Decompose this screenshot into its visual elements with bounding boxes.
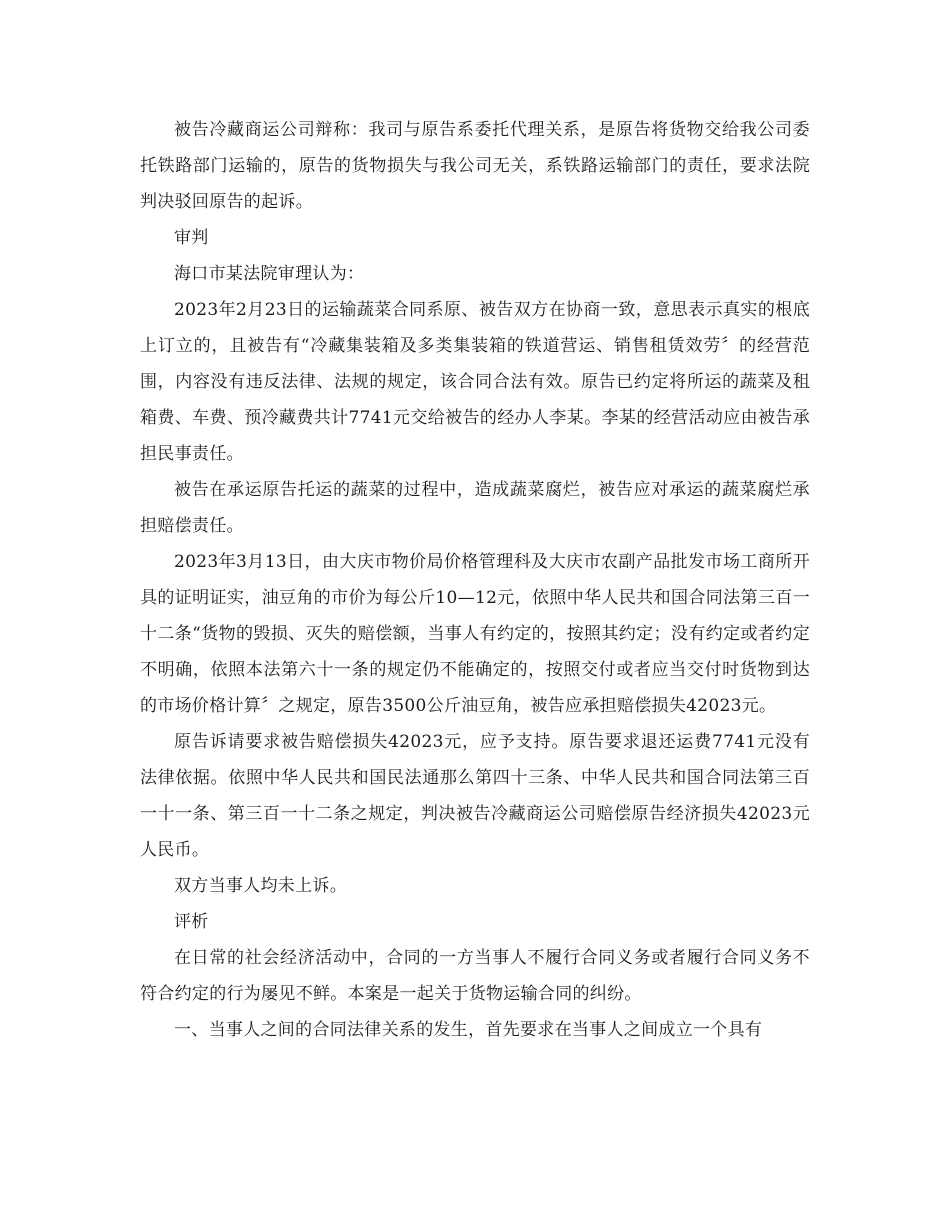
section-heading-trial: 审判: [174, 228, 209, 248]
paragraph-analysis-intro: 在日常的社会经济活动中，合同的一方当事人不履行合同义务或者履行合同义务不符合约定的行为屡见不鲜。本案是一起关于货物运输合同的纠纷。: [140, 948, 810, 1004]
paragraph-contract-validity: 2023年2月23日的运输蔬菜合同系原、被告双方在协商一致，意思表示真实的根底上订立的，且被告有“冷藏集装箱及多类集装箱的铁道营运、销售租赁效劳〞的经营范围，内容没有违反法律、法规的规定，该合同合法有效。原告已约定将所运的蔬菜及租箱费、车费、预冷藏费共计7741元交给被告的经办人李某。李某的经营活动应由被告承担民事责任。: [140, 300, 810, 464]
section-heading-analysis: 评析: [174, 912, 209, 932]
paragraph-damages-calculation: 2023年3月13日，由大庆市物价局价格管理科及大庆市农副产品批发市场工商所开具的证明证实，油豆角的市价为每公斤10—12元，依照中华人民共和国合同法第三百一十二条“货物的毁损、灭失的赔偿额，当事人有约定的，按照其约定；没有约定或者约定不明确，依照本法第六十一条的规定仍不能确定的，按照交付或者应当交付时货物到达的市场价格计算〞之规定，原告3500公斤油豆角，被告应承担赔偿损失42023元。: [140, 552, 810, 716]
paragraph-analysis-point-one: 一、当事人之间的合同法律关系的发生，首先要求在当事人之间成立一个具有: [174, 1020, 763, 1040]
paragraph-defense: 被告冷藏商运公司辩称：我司与原告系委托代理关系，是原告将货物交给我公司委托铁路部门运输的，原告的货物损失与我公司无关，系铁路运输部门的责任，要求法院判决驳回原告的起诉。: [140, 120, 810, 212]
document-body: [140, 112, 810, 1048]
paragraph-judgment: 原告诉请要求被告赔偿损失42023元，应予支持。原告要求退还运费7741元没有法律依据。依照中华人民共和国民法通那么第四十三条、中华人民共和国合同法第三百一十一条、第三百一十二条之规定，判决被告冷藏商运公司赔偿原告经济损失42023元人民币。: [140, 732, 810, 860]
paragraph-court-opinion-intro: 海口市某法院审理认为：: [174, 264, 365, 284]
paragraph-no-appeal: 双方当事人均未上诉。: [174, 876, 347, 896]
paragraph-liability: 被告在承运原告托运的蔬菜的过程中，造成蔬菜腐烂，被告应对承运的蔬菜腐烂承担赔偿责任。: [140, 480, 810, 536]
